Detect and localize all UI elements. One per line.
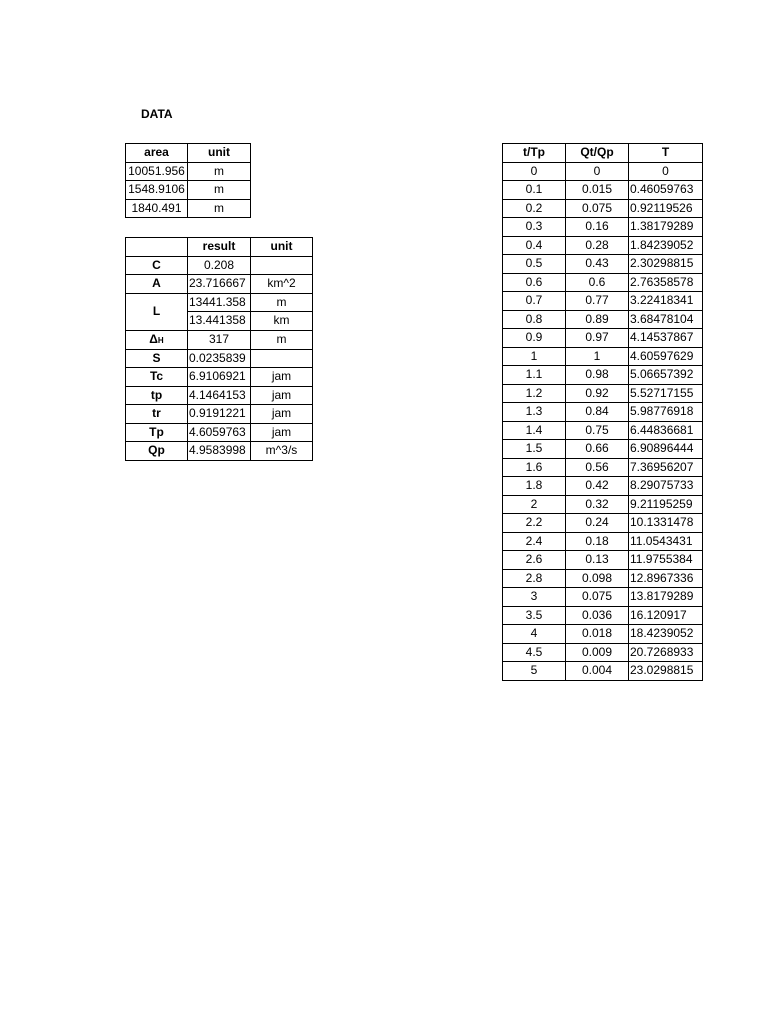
t-tp-cell: 1.2 (503, 384, 566, 403)
param-label: C (126, 256, 188, 275)
table-row (503, 643, 703, 662)
param-result: 317 (188, 330, 251, 349)
t-cell: 11.0543431 (629, 532, 703, 551)
header-result: result (188, 238, 251, 257)
t-tp-cell: 2.6 (503, 551, 566, 570)
t-cell: 2.76358578 (629, 273, 703, 292)
qt-qp-cell: 0.015 (566, 181, 629, 200)
table-row (503, 199, 703, 218)
table-row (503, 236, 703, 255)
qt-qp-cell: 0.89 (566, 310, 629, 329)
t-tp-cell: 3.5 (503, 606, 566, 625)
t-cell: 0.46059763 (629, 181, 703, 200)
param-result: 0.208 (188, 256, 251, 275)
t-tp-cell: 1.8 (503, 477, 566, 496)
param-label: Qp (126, 442, 188, 461)
table-row (503, 625, 703, 644)
table-row (503, 255, 703, 274)
result-row-s (126, 349, 313, 368)
param-unit: jam (251, 405, 313, 424)
table-row (503, 440, 703, 459)
t-cell: 10.1331478 (629, 514, 703, 533)
t-tp-cell: 0.3 (503, 218, 566, 237)
header-t: T (629, 144, 703, 163)
qt-qp-cell: 0.98 (566, 366, 629, 385)
param-unit: m (251, 293, 313, 312)
header-area: area (126, 144, 188, 163)
header-unit: unit (251, 238, 313, 257)
table-row (503, 495, 703, 514)
qt-qp-cell: 0.28 (566, 236, 629, 255)
qt-qp-cell: 0.66 (566, 440, 629, 459)
t-cell: 12.8967336 (629, 569, 703, 588)
param-unit: jam (251, 386, 313, 405)
t-tp-cell: 0.7 (503, 292, 566, 311)
t-cell: 5.98776918 (629, 403, 703, 422)
qt-qp-cell: 1 (566, 347, 629, 366)
t-cell: 18.4239052 (629, 625, 703, 644)
param-label: tp (126, 386, 188, 405)
table-row (503, 273, 703, 292)
table-row (503, 218, 703, 237)
t-tp-cell: 1.3 (503, 403, 566, 422)
t-tp-cell: 0.9 (503, 329, 566, 348)
t-tp-cell: 1.5 (503, 440, 566, 459)
result-row-dh (126, 330, 313, 349)
t-cell: 6.90896444 (629, 440, 703, 459)
qt-qp-cell: 0.036 (566, 606, 629, 625)
qt-qp-cell: 0.13 (566, 551, 629, 570)
table-row (503, 403, 703, 422)
qt-qp-cell: 0.16 (566, 218, 629, 237)
t-cell: 9.21195259 (629, 495, 703, 514)
qt-qp-cell: 0.6 (566, 273, 629, 292)
table-row (503, 551, 703, 570)
table-row (503, 421, 703, 440)
qt-qp-cell: 0.56 (566, 458, 629, 477)
area-unit: m (188, 162, 251, 181)
result-table-header (126, 238, 313, 257)
t-cell: 4.14537867 (629, 329, 703, 348)
t-tp-cell: 1.6 (503, 458, 566, 477)
area-table (125, 143, 251, 218)
param-unit: km (251, 312, 313, 331)
t-tp-cell: 3 (503, 588, 566, 607)
result-row-tc (126, 368, 313, 387)
qt-qp-cell: 0.84 (566, 403, 629, 422)
t-cell: 16.120917 (629, 606, 703, 625)
t-cell: 0.92119526 (629, 199, 703, 218)
result-row-a (126, 275, 313, 294)
table-row (503, 181, 703, 200)
param-label: Tp (126, 423, 188, 442)
table-row (503, 606, 703, 625)
t-tp-cell: 4.5 (503, 643, 566, 662)
qt-qp-cell: 0.098 (566, 569, 629, 588)
delta-symbol: Δ (149, 331, 158, 346)
param-unit: jam (251, 423, 313, 442)
table-row (503, 329, 703, 348)
t-tp-cell: 4 (503, 625, 566, 644)
qt-qp-cell: 0.42 (566, 477, 629, 496)
t-cell: 5.06657392 (629, 366, 703, 385)
table-row (503, 477, 703, 496)
param-result: 13.441358 (188, 312, 251, 331)
param-unit (251, 256, 313, 275)
param-label (126, 330, 188, 349)
qt-qp-cell: 0.075 (566, 199, 629, 218)
t-tp-cell: 0.8 (503, 310, 566, 329)
param-unit: m^3/s (251, 442, 313, 461)
header-qt-qp: Qt/Qp (566, 144, 629, 163)
hydrograph-ratio-table (502, 143, 703, 681)
t-tp-cell: 1.4 (503, 421, 566, 440)
area-value: 1548.9106 (126, 181, 188, 200)
param-result: 0.0235839 (188, 349, 251, 368)
delta-subscript: H (157, 335, 164, 345)
param-label: A (126, 275, 188, 294)
result-row-c (126, 256, 313, 275)
table-row (503, 310, 703, 329)
result-row-tp-peak (126, 423, 313, 442)
param-result: 0.9191221 (188, 405, 251, 424)
table-row (503, 162, 703, 181)
param-label: tr (126, 405, 188, 424)
table-row (503, 458, 703, 477)
qt-qp-cell: 0.009 (566, 643, 629, 662)
qt-qp-cell: 0.18 (566, 532, 629, 551)
result-row-tr (126, 405, 313, 424)
param-unit (251, 349, 313, 368)
result-row-tp (126, 386, 313, 405)
t-cell: 13.8179289 (629, 588, 703, 607)
qt-qp-cell: 0.77 (566, 292, 629, 311)
t-tp-cell: 2.8 (503, 569, 566, 588)
param-unit: m (251, 330, 313, 349)
qt-qp-cell: 0 (566, 162, 629, 181)
area-value: 1840.491 (126, 199, 188, 218)
param-result: 4.1464153 (188, 386, 251, 405)
table-row (503, 588, 703, 607)
t-tp-cell: 0.1 (503, 181, 566, 200)
t-tp-cell: 0 (503, 162, 566, 181)
table-row (503, 366, 703, 385)
t-tp-cell: 1 (503, 347, 566, 366)
ratio-table-header (503, 144, 703, 163)
t-tp-cell: 0.6 (503, 273, 566, 292)
t-tp-cell: 0.2 (503, 199, 566, 218)
param-result: 23.716667 (188, 275, 251, 294)
t-cell: 3.68478104 (629, 310, 703, 329)
area-row (126, 181, 251, 200)
table-row (503, 532, 703, 551)
param-unit: jam (251, 368, 313, 387)
qt-qp-cell: 0.92 (566, 384, 629, 403)
t-tp-cell: 0.4 (503, 236, 566, 255)
t-cell: 7.36956207 (629, 458, 703, 477)
table-row (503, 292, 703, 311)
table-row (503, 384, 703, 403)
table-row (503, 569, 703, 588)
t-cell: 4.60597629 (629, 347, 703, 366)
area-unit: m (188, 181, 251, 200)
area-row (126, 162, 251, 181)
t-cell: 0 (629, 162, 703, 181)
t-tp-cell: 2.4 (503, 532, 566, 551)
area-table-header (126, 144, 251, 163)
qt-qp-cell: 0.75 (566, 421, 629, 440)
t-tp-cell: 1.1 (503, 366, 566, 385)
table-row (503, 662, 703, 681)
t-cell: 23.0298815 (629, 662, 703, 681)
result-row-qp (126, 442, 313, 461)
qt-qp-cell: 0.24 (566, 514, 629, 533)
area-unit: m (188, 199, 251, 218)
qt-qp-cell: 0.32 (566, 495, 629, 514)
t-cell: 20.7268933 (629, 643, 703, 662)
area-row (126, 199, 251, 218)
header-t-tp: t/Tp (503, 144, 566, 163)
result-table (125, 237, 313, 461)
t-cell: 6.44836681 (629, 421, 703, 440)
t-cell: 5.52717155 (629, 384, 703, 403)
header-blank (126, 238, 188, 257)
area-value: 10051.956 (126, 162, 188, 181)
qt-qp-cell: 0.075 (566, 588, 629, 607)
header-unit: unit (188, 144, 251, 163)
t-cell: 8.29075733 (629, 477, 703, 496)
t-cell: 3.22418341 (629, 292, 703, 311)
t-cell: 2.30298815 (629, 255, 703, 274)
t-tp-cell: 0.5 (503, 255, 566, 274)
qt-qp-cell: 0.43 (566, 255, 629, 274)
t-cell: 1.38179289 (629, 218, 703, 237)
qt-qp-cell: 0.97 (566, 329, 629, 348)
table-row (503, 514, 703, 533)
page-title: DATA (141, 107, 173, 121)
result-row-l (126, 293, 313, 312)
param-label: Tc (126, 368, 188, 387)
t-cell: 11.9755384 (629, 551, 703, 570)
param-result: 13441.358 (188, 293, 251, 312)
table-row (503, 347, 703, 366)
qt-qp-cell: 0.018 (566, 625, 629, 644)
param-unit: km^2 (251, 275, 313, 294)
param-result: 4.6059763 (188, 423, 251, 442)
ratio-table-body (503, 162, 703, 680)
param-label: S (126, 349, 188, 368)
param-result: 6.9106921 (188, 368, 251, 387)
t-tp-cell: 2 (503, 495, 566, 514)
qt-qp-cell: 0.004 (566, 662, 629, 681)
param-label: L (126, 293, 188, 330)
t-cell: 1.84239052 (629, 236, 703, 255)
t-tp-cell: 2.2 (503, 514, 566, 533)
param-result: 4.9583998 (188, 442, 251, 461)
t-tp-cell: 5 (503, 662, 566, 681)
